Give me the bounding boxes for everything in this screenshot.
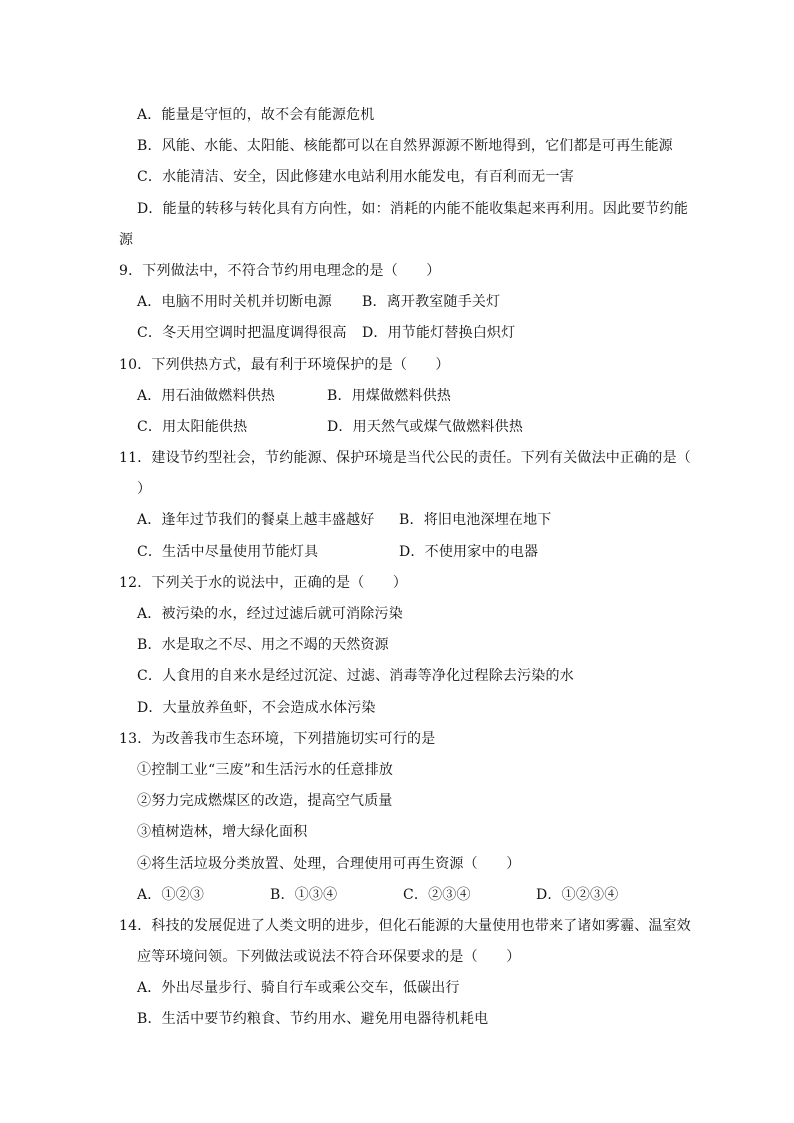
q14-option-b: B．生活中要节约粮食、节约用水、避免用电器待机耗电 <box>137 1011 489 1028</box>
q10-option-b: B．用煤做燃料供热 <box>327 387 452 404</box>
q11-options-row-2 <box>119 537 679 568</box>
q9-options-row-2 <box>119 318 679 349</box>
q10-options-row-1 <box>119 381 679 412</box>
q9-option-b: B．离开教室随手关灯 <box>362 294 501 311</box>
q9-option-a: A．电脑不用时关机并切断电源 <box>137 294 332 311</box>
q10-option-c: C．用太阳能供热 <box>137 418 248 435</box>
q14-option-a: A．外出尽量步行、骑自行车或乘公交车，低碳出行 <box>137 980 460 997</box>
q8-option-a: A．能量是守恒的，故不会有能源危机 <box>137 107 375 123</box>
q12-option-a: A．被污染的水，经过过滤后就可消除污染 <box>137 606 403 622</box>
q13-item-3: ③植树造林，增大绿化面积 <box>137 824 308 841</box>
q10-options-row-2 <box>119 412 679 443</box>
q10-option-d: D．用天然气或煤气做燃料供热 <box>327 418 524 435</box>
q8-option-b: B．风能、水能、太阳能、核能都可以在自然界源源不断地得到，它们都是可再生能源 <box>137 138 673 155</box>
q12-option-c: C．人食用的自来水是经过沉淀、过滤、消毒等净化过程除去污染的水 <box>137 668 574 685</box>
q13-item-4: ④将生活垃圾分类放置、处理，合理使用可再生资源（ ） <box>137 855 521 872</box>
q8-option-d: D．能量的转移与转化具有方向性，如：消耗的内能不能收集起来再利用。因此要节约能 <box>137 200 689 217</box>
q12-stem: 12．下列关于水的说法中，正确的是（ ） <box>119 574 408 591</box>
q13-option-c: C．②③④ <box>403 886 471 903</box>
q13-stem: 13．为改善我市生态环境，下列措施切实可行的是 <box>119 730 436 747</box>
q14-stem: 14．科技的发展促进了人类文明的进步，但化石能源的大量使用也带来了诸如雾霾、温室效 <box>119 917 692 934</box>
q9-options-row-1 <box>119 287 679 318</box>
q13-option-d: D．①②③④ <box>536 886 619 903</box>
q9-option-d: D．用节能灯替换白炽灯 <box>362 325 516 342</box>
q13-option-b: B．①③④ <box>270 886 338 903</box>
q11-options-row-1 <box>119 505 679 536</box>
question-content <box>119 100 692 1036</box>
q9-option-c: C．冬天用空调时把温度调得很高 <box>137 325 347 342</box>
q11-option-d: D．不使用家中的电器 <box>399 543 539 560</box>
q12-option-d: D．大量放养鱼虾，不会造成水体污染 <box>137 699 376 716</box>
q11-option-c: C．生活中尽量使用节能灯具 <box>137 543 319 560</box>
q10-stem: 10．下列供热方式，最有利于环境保护的是（ ） <box>119 356 450 373</box>
q13-item-2: ②努力完成燃煤区的改造，提高空气质量 <box>137 793 393 810</box>
q10-option-a: A．用石油做燃料供热 <box>137 387 276 404</box>
q8-option-d-continued: 源 <box>119 231 134 248</box>
q8-option-c: C．水能清洁、安全，因此修建水电站利用水能发电，有百利而无一害 <box>137 169 574 186</box>
q11-option-a: A．逢年过节我们的餐桌上越丰盛越好 <box>137 512 375 529</box>
q13-item-1: ①控制工业“三废”和生活污水的任意排放 <box>137 761 394 778</box>
q11-option-b: B．将旧电池深埋在地下 <box>399 512 552 529</box>
q13-option-a: A．①②③ <box>137 886 205 903</box>
q14-stem-continued: 应等环境问领。下列做法或说法不符合环保要求的是（ ） <box>137 949 521 966</box>
q11-stem-continued: ） <box>137 481 152 498</box>
q9-stem: 9．下列做法中，不符合节约用电理念的是（ ） <box>119 262 441 279</box>
q13-options-row <box>119 880 679 911</box>
q11-stem: 11．建设节约型社会，节约能源、保护环境是当代公民的责任。下列有关做法中正确的是（ <box>119 450 692 467</box>
q12-option-b: B．水是取之不尽、用之不竭的天然资源 <box>137 637 389 654</box>
